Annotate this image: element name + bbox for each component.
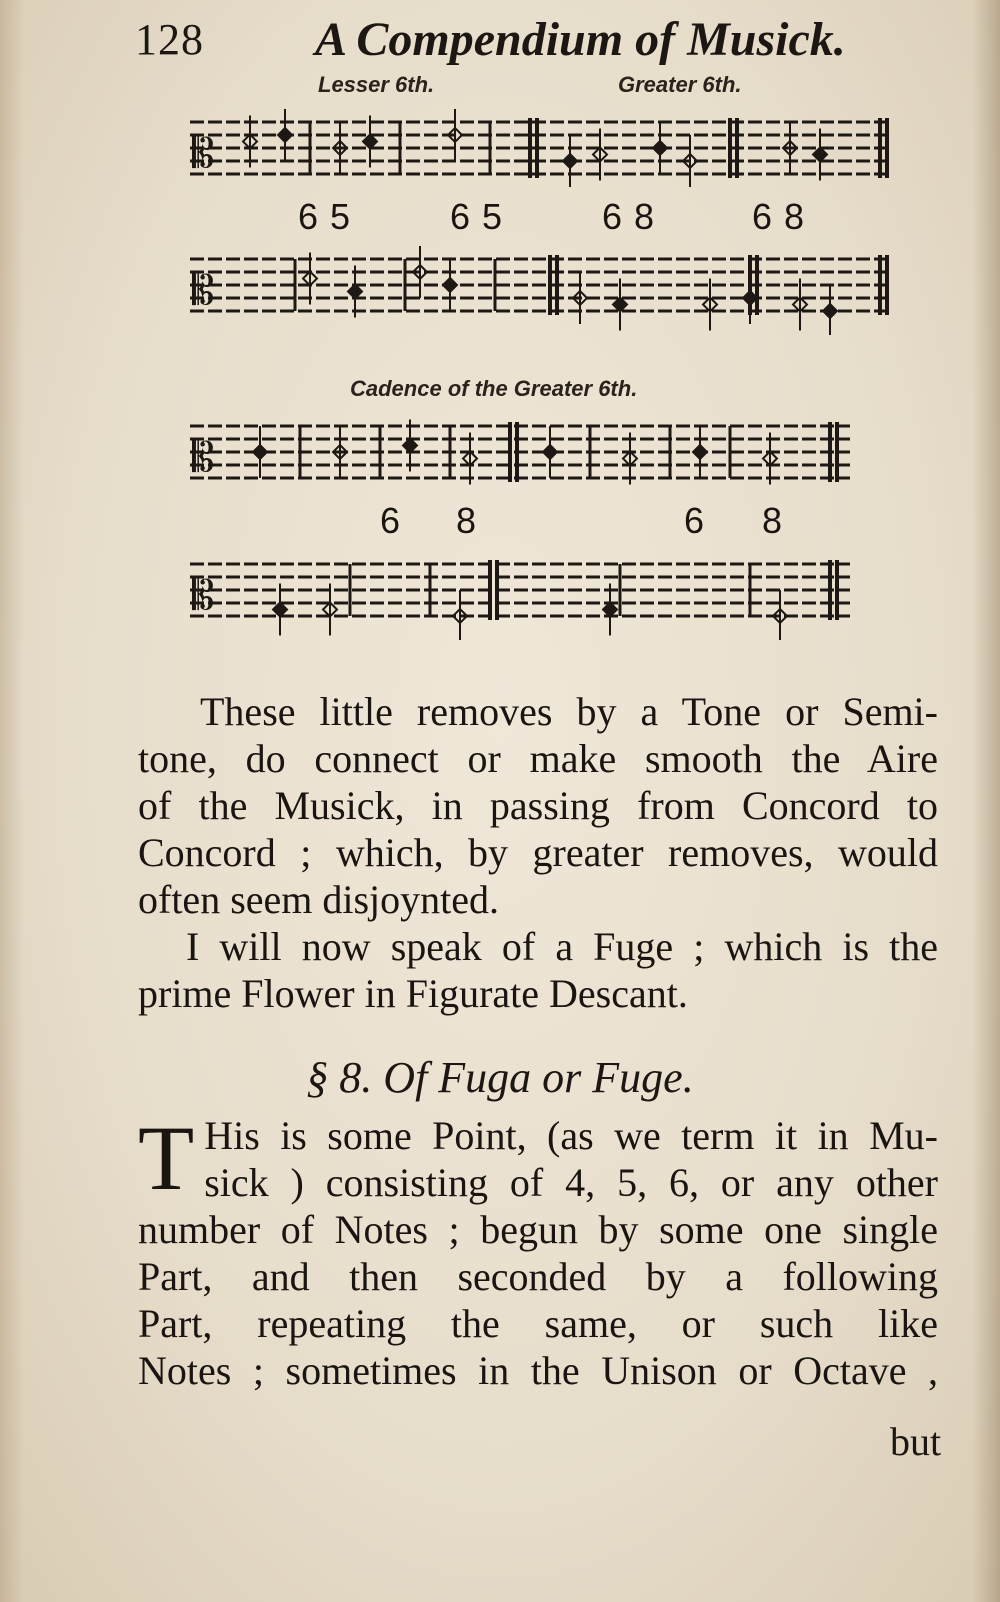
- text-line: sick ) consisting of 4, 5, 6, or any other: [204, 1160, 938, 1205]
- music-staff-1: [190, 108, 890, 198]
- label-cadence: Cadence of the Greater 6th.: [350, 376, 638, 401]
- text-line: number of Notes ; begun by some one single: [138, 1207, 938, 1252]
- figure-group: 6 8: [602, 196, 656, 237]
- clef-icon: 𝄡: [192, 573, 215, 619]
- clef-icon: 𝄡: [192, 131, 215, 177]
- text-line: His is some Point, (as we term it in Mu-: [204, 1113, 938, 1158]
- paragraph-fuga-definition: [138, 1107, 938, 1394]
- text-line: These little removes by a Tone or Semi-: [200, 689, 938, 734]
- text-line: prime Flower in Figurate Descant.: [138, 971, 688, 1016]
- clef-icon: 𝄡: [192, 268, 215, 314]
- page-number: 128: [135, 15, 204, 64]
- figure-group: 6 5: [298, 196, 352, 237]
- figure-8: 8: [762, 500, 784, 541]
- figure-group: 6 8: [752, 196, 806, 237]
- catchword: but: [890, 1419, 942, 1464]
- text-line: often seem disjoynted.: [138, 877, 500, 922]
- text-line: I will now speak of a Fuge ; which is the: [186, 924, 938, 969]
- page-shadow-left: [0, 0, 24, 1602]
- figure-6: 6: [684, 500, 706, 541]
- page-shadow-right: [972, 0, 1000, 1602]
- page-header: [135, 12, 875, 72]
- drop-cap: T: [138, 1107, 195, 1209]
- text-line: of the Musick, in passing from Concord to: [138, 783, 938, 828]
- section-heading: § 8. Of Fuga or Fuge.: [306, 1053, 694, 1102]
- clef-icon: 𝄡: [192, 435, 215, 481]
- paragraph-fuge-intro: [138, 923, 938, 1017]
- figure-group: 6 5: [450, 196, 504, 237]
- text-line: Part, repeating the same, or such like: [138, 1301, 938, 1346]
- label-greater-sixth: Greater 6th.: [618, 72, 742, 97]
- running-title: A Compendium of Musick.: [315, 13, 846, 66]
- text-line: Notes ; sometimes in the Unison or Octave ,: [138, 1348, 938, 1393]
- music-staff-3: [190, 412, 850, 502]
- figure-6: 6: [380, 500, 402, 541]
- text-line: tone, do connect or make smooth the Aire: [138, 736, 938, 781]
- music-staff-4: [190, 550, 850, 640]
- figure-8: 8: [456, 500, 478, 541]
- label-lesser-sixth: Lesser 6th.: [318, 72, 435, 97]
- text-line: Concord ; which, by greater removes, would: [138, 830, 938, 875]
- paragraph-removes: [138, 688, 938, 923]
- music-staff-2: [190, 245, 890, 335]
- text-line: Part, and then seconded by a following: [138, 1254, 938, 1299]
